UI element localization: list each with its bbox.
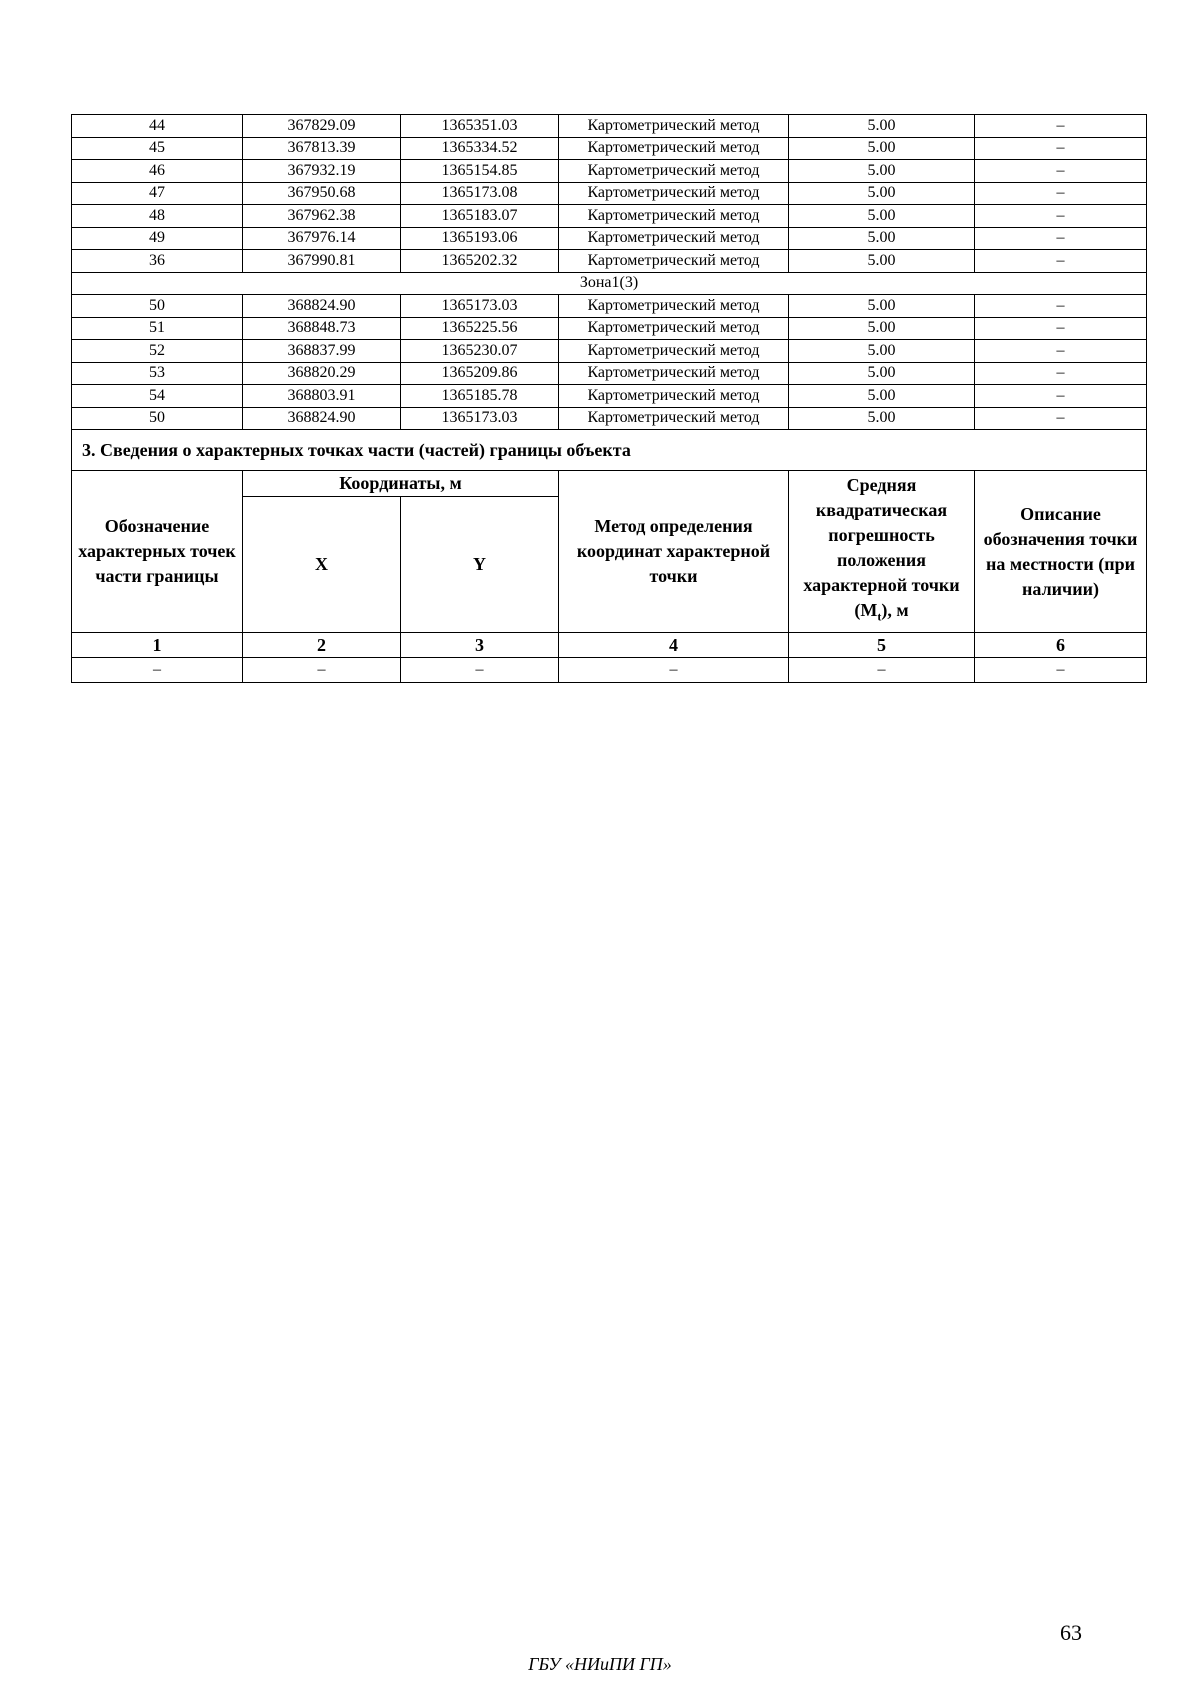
table-row [72, 182, 1147, 205]
cell-coord-x: 368824.90 [243, 407, 401, 430]
cell-method: Картометрический метод [559, 362, 789, 385]
table-row [72, 160, 1147, 183]
header-x: X [243, 497, 401, 633]
cell-method: Картометрический метод [559, 317, 789, 340]
cell-coord-x: 367829.09 [243, 115, 401, 138]
cell-point-number: 44 [72, 115, 243, 138]
rows-top [72, 115, 1147, 273]
cell-point-number: 50 [72, 295, 243, 318]
cell-coord-x: 367976.14 [243, 227, 401, 250]
table-row [72, 385, 1147, 408]
cell-coord-y: 1365173.03 [401, 407, 559, 430]
empty-data-row [72, 658, 1147, 683]
cell-description: – [975, 182, 1147, 205]
coordinates-table [71, 114, 1147, 683]
cell-point-number: 51 [72, 317, 243, 340]
cell-point-number: 54 [72, 385, 243, 408]
cell-coord-y: 1365209.86 [401, 362, 559, 385]
cell-coord-x: 367813.39 [243, 137, 401, 160]
table-row [72, 205, 1147, 228]
table-row [72, 295, 1147, 318]
column-numbers-row [72, 633, 1147, 658]
cell-method: Картометрический метод [559, 295, 789, 318]
cell-coord-x: 368837.99 [243, 340, 401, 363]
cell-point-number: 49 [72, 227, 243, 250]
header-designation: Обозначение характерных точек части границы [72, 471, 243, 633]
cell-description: – [975, 115, 1147, 138]
header-description: Описание обозначения точки на местности (при наличии) [975, 471, 1147, 633]
table-row [72, 407, 1147, 430]
cell-coord-y: 1365183.07 [401, 205, 559, 228]
header-error-tail: ), м [881, 600, 909, 621]
cell-coord-y: 1365351.03 [401, 115, 559, 138]
cell-description: – [975, 385, 1147, 408]
cell-coord-y: 1365225.56 [401, 317, 559, 340]
page-number: 63 [1060, 1620, 1082, 1645]
rows-zone [72, 295, 1147, 430]
cell-method: Картометрический метод [559, 115, 789, 138]
zone-row [72, 272, 1147, 295]
empty-cell: – [975, 658, 1147, 683]
cell-point-number: 47 [72, 182, 243, 205]
cell-coord-y: 1365173.08 [401, 182, 559, 205]
cell-point-number: 46 [72, 160, 243, 183]
empty-cell: – [789, 658, 975, 683]
cell-error: 5.00 [789, 385, 975, 408]
cell-point-number: 48 [72, 205, 243, 228]
cell-coord-x: 368820.29 [243, 362, 401, 385]
column-number: 2 [243, 633, 401, 658]
cell-method: Картометрический метод [559, 137, 789, 160]
header-error-sub: t [877, 609, 882, 624]
cell-coord-x: 368824.90 [243, 295, 401, 318]
cell-coord-x: 367962.38 [243, 205, 401, 228]
table-row [72, 340, 1147, 363]
cell-error: 5.00 [789, 250, 975, 273]
header-method: Метод определения координат характерной точки [559, 471, 789, 633]
cell-error: 5.00 [789, 340, 975, 363]
column-number: 4 [559, 633, 789, 658]
table-row [72, 115, 1147, 138]
cell-coord-x: 367950.68 [243, 182, 401, 205]
column-number: 5 [789, 633, 975, 658]
cell-method: Картометрический метод [559, 250, 789, 273]
table-row [72, 362, 1147, 385]
section-3-title-row [72, 430, 1147, 471]
cell-coord-y: 1365193.06 [401, 227, 559, 250]
cell-error: 5.00 [789, 137, 975, 160]
header-error-main: Средняя квадратическая погрешность положения характерной точки (M [803, 475, 960, 621]
cell-method: Картометрический метод [559, 385, 789, 408]
cell-error: 5.00 [789, 115, 975, 138]
cell-error: 5.00 [789, 227, 975, 250]
cell-error: 5.00 [789, 317, 975, 340]
cell-description: – [975, 295, 1147, 318]
cell-coord-y: 1365185.78 [401, 385, 559, 408]
section-3-title: 3. Сведения о характерных точках части (частей) границы объекта [72, 430, 1147, 471]
cell-method: Картометрический метод [559, 160, 789, 183]
cell-description: – [975, 137, 1147, 160]
cell-description: – [975, 160, 1147, 183]
cell-point-number: 45 [72, 137, 243, 160]
cell-coord-y: 1365173.03 [401, 295, 559, 318]
cell-method: Картометрический метод [559, 205, 789, 228]
table-row [72, 227, 1147, 250]
cell-error: 5.00 [789, 160, 975, 183]
cell-point-number: 36 [72, 250, 243, 273]
cell-error: 5.00 [789, 362, 975, 385]
empty-cell: – [559, 658, 789, 683]
cell-description: – [975, 227, 1147, 250]
cell-coord-y: 1365202.32 [401, 250, 559, 273]
table-row [72, 137, 1147, 160]
cell-error: 5.00 [789, 407, 975, 430]
cell-method: Картометрический метод [559, 340, 789, 363]
header-row-1 [72, 471, 1147, 497]
column-number: 6 [975, 633, 1147, 658]
cell-description: – [975, 340, 1147, 363]
cell-description: – [975, 317, 1147, 340]
cell-method: Картометрический метод [559, 227, 789, 250]
cell-error: 5.00 [789, 182, 975, 205]
footer-organization: ГБУ «НИиПИ ГП» [528, 1654, 672, 1674]
table-row [72, 317, 1147, 340]
zone-label: Зона1(3) [72, 272, 1147, 295]
header-y: Y [401, 497, 559, 633]
cell-coord-y: 1365334.52 [401, 137, 559, 160]
cell-coord-x: 367932.19 [243, 160, 401, 183]
cell-point-number: 53 [72, 362, 243, 385]
cell-coord-y: 1365230.07 [401, 340, 559, 363]
cell-description: – [975, 250, 1147, 273]
column-number: 3 [401, 633, 559, 658]
cell-coord-x: 367990.81 [243, 250, 401, 273]
cell-description: – [975, 362, 1147, 385]
cell-description: – [975, 407, 1147, 430]
cell-coord-x: 368848.73 [243, 317, 401, 340]
table-row [72, 250, 1147, 273]
header-coordinates: Координаты, м [243, 471, 559, 497]
cell-point-number: 50 [72, 407, 243, 430]
empty-cell: – [72, 658, 243, 683]
cell-point-number: 52 [72, 340, 243, 363]
cell-method: Картометрический метод [559, 182, 789, 205]
cell-error: 5.00 [789, 295, 975, 318]
empty-cell: – [401, 658, 559, 683]
header-error [789, 471, 975, 633]
cell-coord-x: 368803.91 [243, 385, 401, 408]
cell-description: – [975, 205, 1147, 228]
column-number: 1 [72, 633, 243, 658]
cell-error: 5.00 [789, 205, 975, 228]
cell-method: Картометрический метод [559, 407, 789, 430]
cell-coord-y: 1365154.85 [401, 160, 559, 183]
empty-cell: – [243, 658, 401, 683]
